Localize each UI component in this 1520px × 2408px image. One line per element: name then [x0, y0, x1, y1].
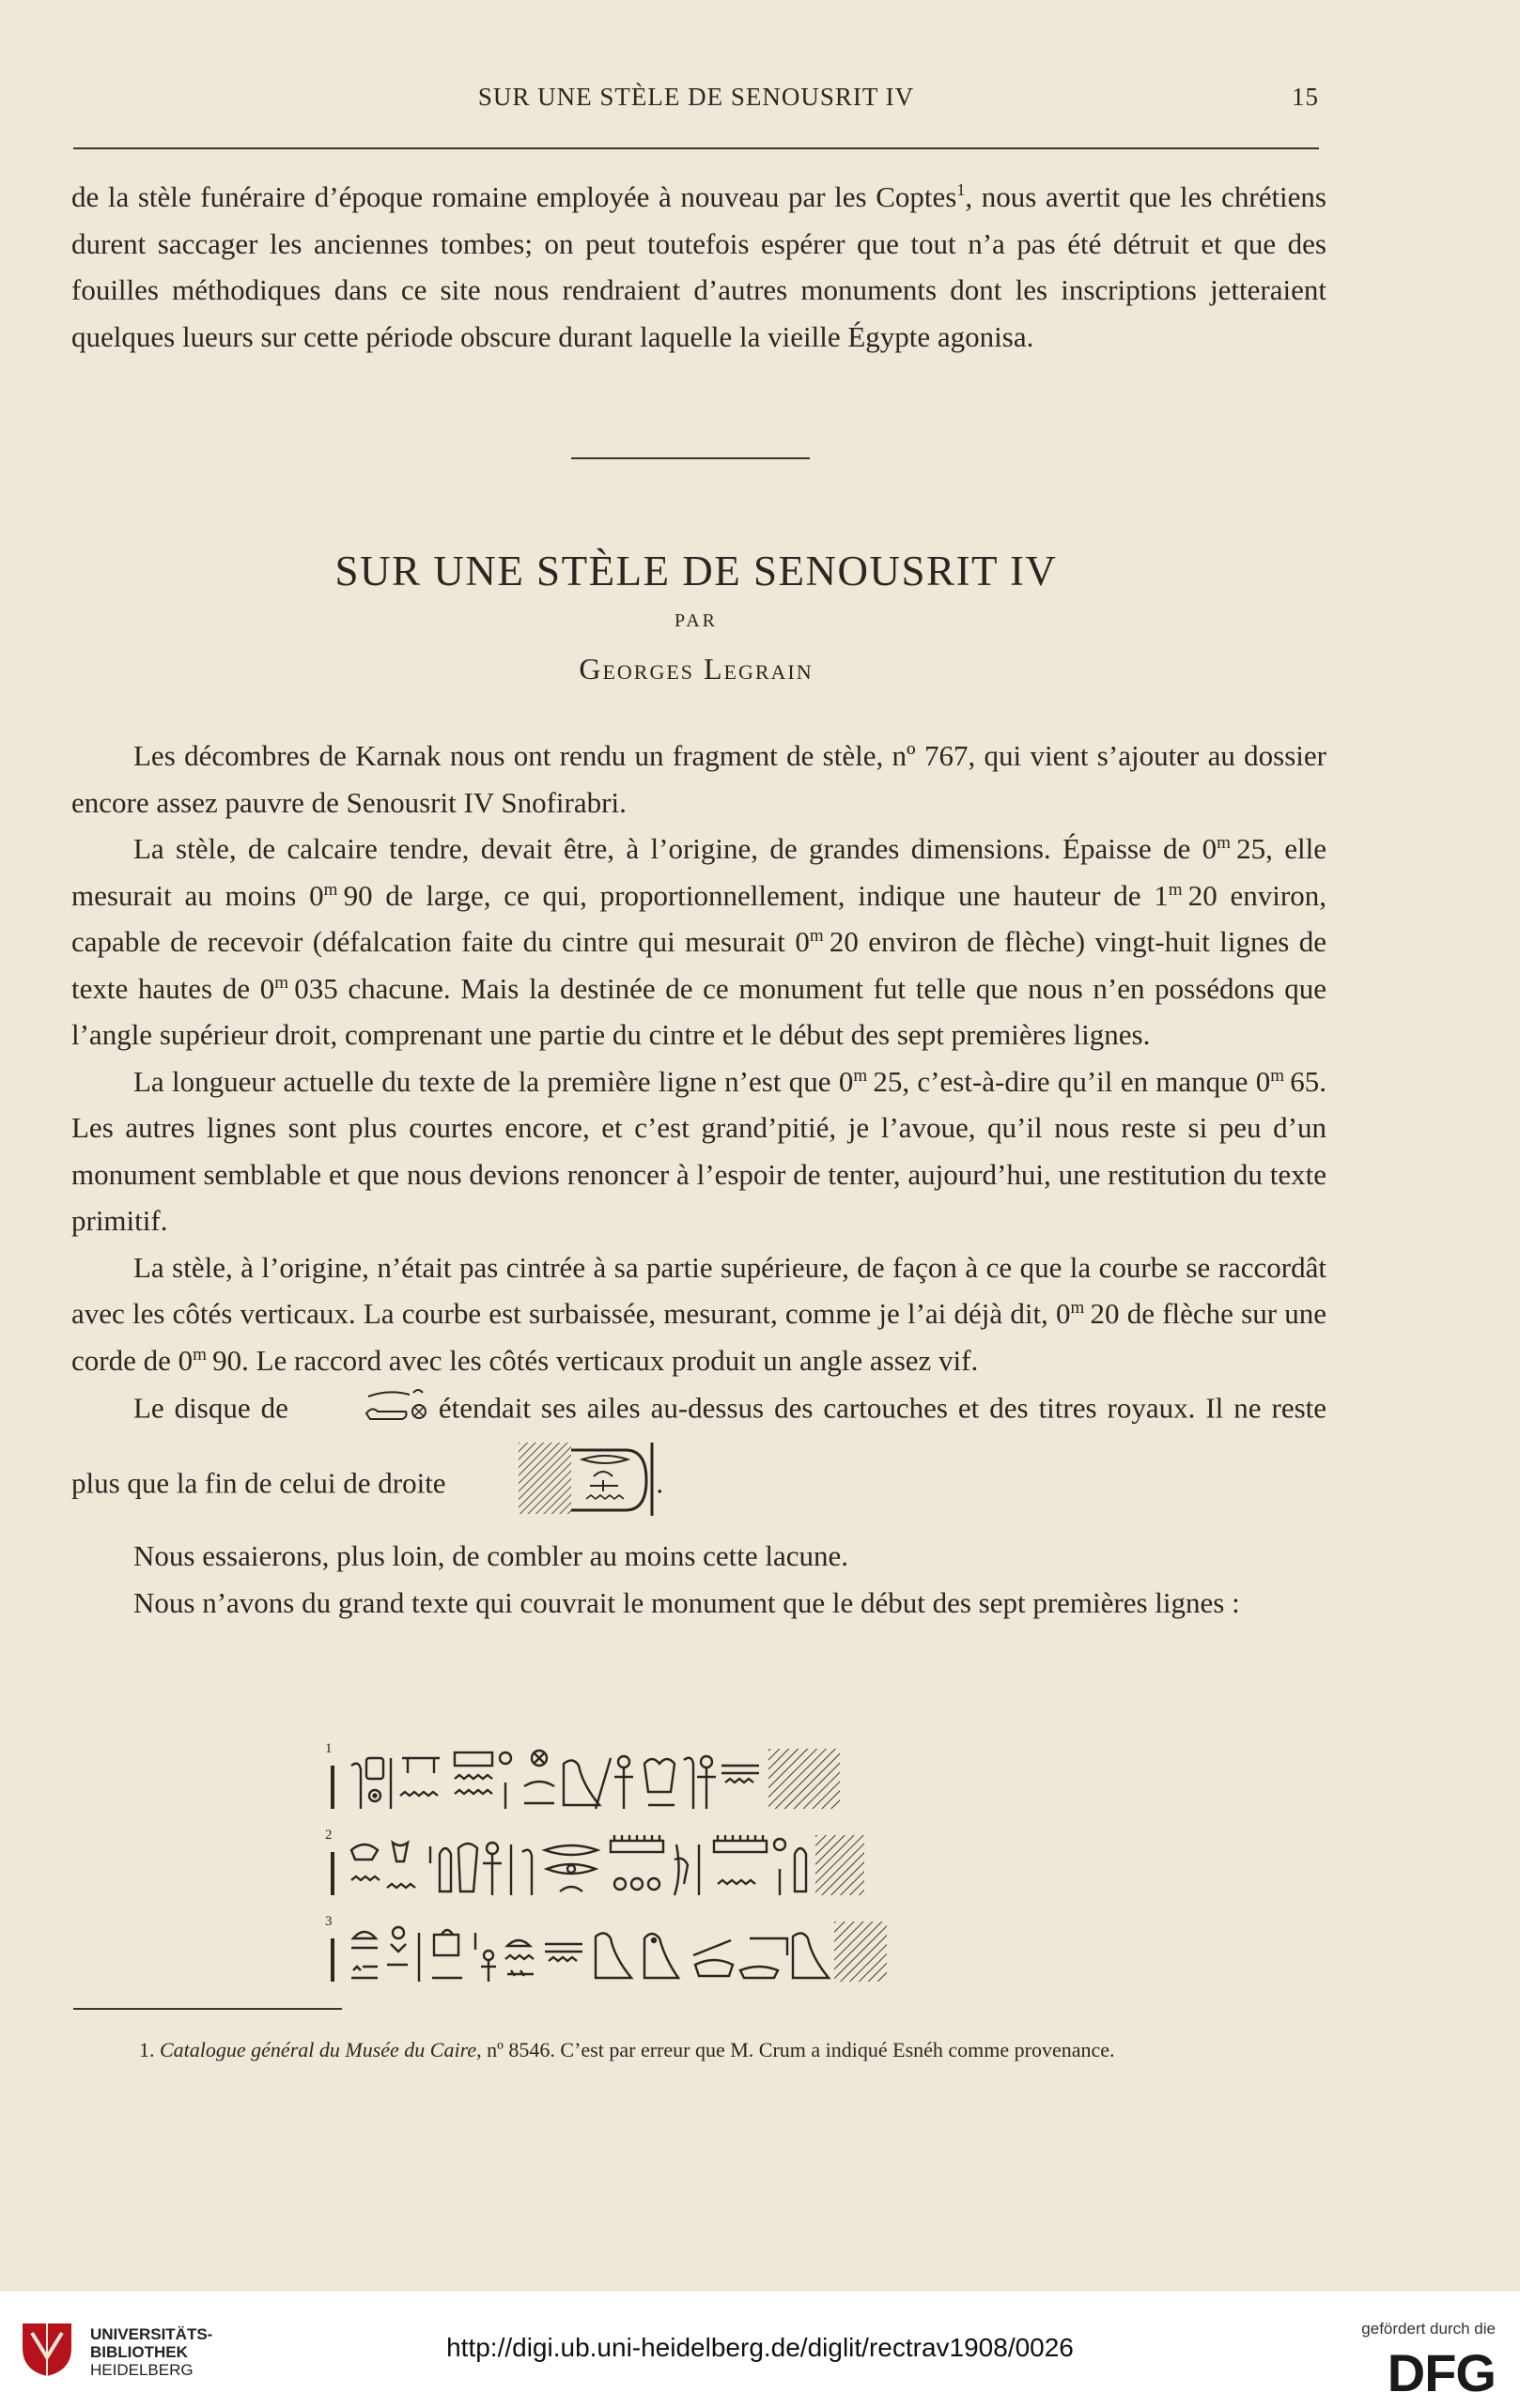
intro-paragraph: de la stèle funéraire d’époque romaine employée à nouveau par les Coptes$^1$, nous avertit que les chrétiens durent saccager les anciennes tombes; on peut toutefois espérer que tout n’a pas été détruit et que des fouilles méthodiques dans ce site nous rendraient d’autres monuments dont les inscriptions jetteraient quelques lueurs sur cette période obscure durant laquelle la vieille Égypte agonisa.	[71, 180, 1326, 353]
article-body	[71, 733, 1326, 1626]
footnote: 1. Catalogue général du Musée du Caire, nº 8546. C’est par erreur que M. Crum a indiqué Esnéh comme provenance.	[139, 2038, 1115, 2061]
hieroglyph-line-3	[325, 1914, 1058, 1985]
article-title: SUR UNE STÈLE DE SENOUSRIT IV	[334, 548, 1058, 594]
line-number: 1	[325, 1741, 333, 1756]
page-number: 15	[1292, 83, 1319, 111]
funded-by-label: gefördert durch die	[1361, 2320, 1496, 2338]
hieroglyph-line-2	[325, 1828, 1058, 1899]
paragraph-7: Nous n’avons du grand texte qui couvrait le monument que le début des sept premières lignes :	[133, 1585, 1240, 1619]
running-head-title: SUR UNE STÈLE DE SENOUSRIT IV	[477, 83, 915, 111]
digitization-footer	[0, 2292, 1520, 2408]
paragraph-3: La longueur actuelle du texte de la première ligne n’est que 0$^m$ 25, c’est-à-dire qu’il en manque 0$^m$ 65. Les autres lignes sont plus courtes encore, et c’est grand’pitié, je l’avoue, qu’il nous reste si peu d’un monument semblable et que nous devions renoncer à l’espoir de tenter, aujourd’hui, une restitution du texte primitif.	[71, 1064, 1327, 1237]
paragraph-6: Nous essaierons, plus loin, de combler au moins cette lacune.	[133, 1539, 849, 1572]
paragraph-1: Les décombres de Karnak nous ont rendu un fragment de stèle, nº 767, qui vient s’ajouter au dossier encore assez pauvre de Senousrit IV Snofirabri.	[71, 739, 1326, 819]
paragraph-4: La stèle, à l’origine, n’était pas cintrée à sa partie supérieure, de façon à ce que la courbe se raccordât avec les côtés verticaux. La courbe est surbaissée, mesurant, comme je l’ai déjà dit, 0$^m$ 20 de flèche sur une corde de 0$^m$ 90. Le raccord avec les côtés verticaux produit un angle assez vif.	[71, 1250, 1327, 1377]
section-separator	[571, 457, 810, 459]
author-name: Georges Legrain	[579, 652, 814, 686]
cartouche-glyph	[453, 1439, 656, 1534]
hieroglyph-line-1	[325, 1741, 1058, 1813]
paragraph-5: Le disque de étendait ses ailes au-dessus des cartouches et des titres royaux. Il ne reste plus que la fin de celui de droite .	[71, 1383, 1326, 1533]
source-url-link[interactable]: http://digi.ub.uni-heidelberg.de/diglit/rectrav1908/0026	[446, 2333, 1074, 2362]
line-number: 2	[325, 1828, 333, 1843]
paragraph-2: La stèle, de calcaire tendre, devait être, à l’origine, de grandes dimensions. Épaisse de 0$^m$ 25, elle mesurait au moins 0$^m$ 90 de large, ce qui, proportionnellement, indique une hauteur de 1$^m$ 20 environ, capable de recevoir (défalcation faite du cintre qui mesurait 0$^m$ 20 environ de flèche) vingt-huit lignes de texte hautes de 0$^m$ 035 chacune. Mais la destinée de ce monument fut telle que nous n’en possédons que l’angle supérieur droit, comprenant une partie du cintre et le début des sept premières lignes.	[71, 832, 1327, 1051]
header-rule	[73, 147, 1319, 149]
byline-par: PAR	[674, 610, 719, 631]
winged-disk-glyph	[299, 1383, 428, 1439]
university-library-name: UNIVERSITÄTS- BIBLIOTHEK HEIDELBERG	[90, 2325, 213, 2379]
dfg-logo: DFG	[1387, 2343, 1496, 2402]
footnote-mark: 1	[956, 180, 966, 199]
footnote-rule	[73, 2008, 342, 2010]
line-number: 3	[325, 1914, 333, 1929]
